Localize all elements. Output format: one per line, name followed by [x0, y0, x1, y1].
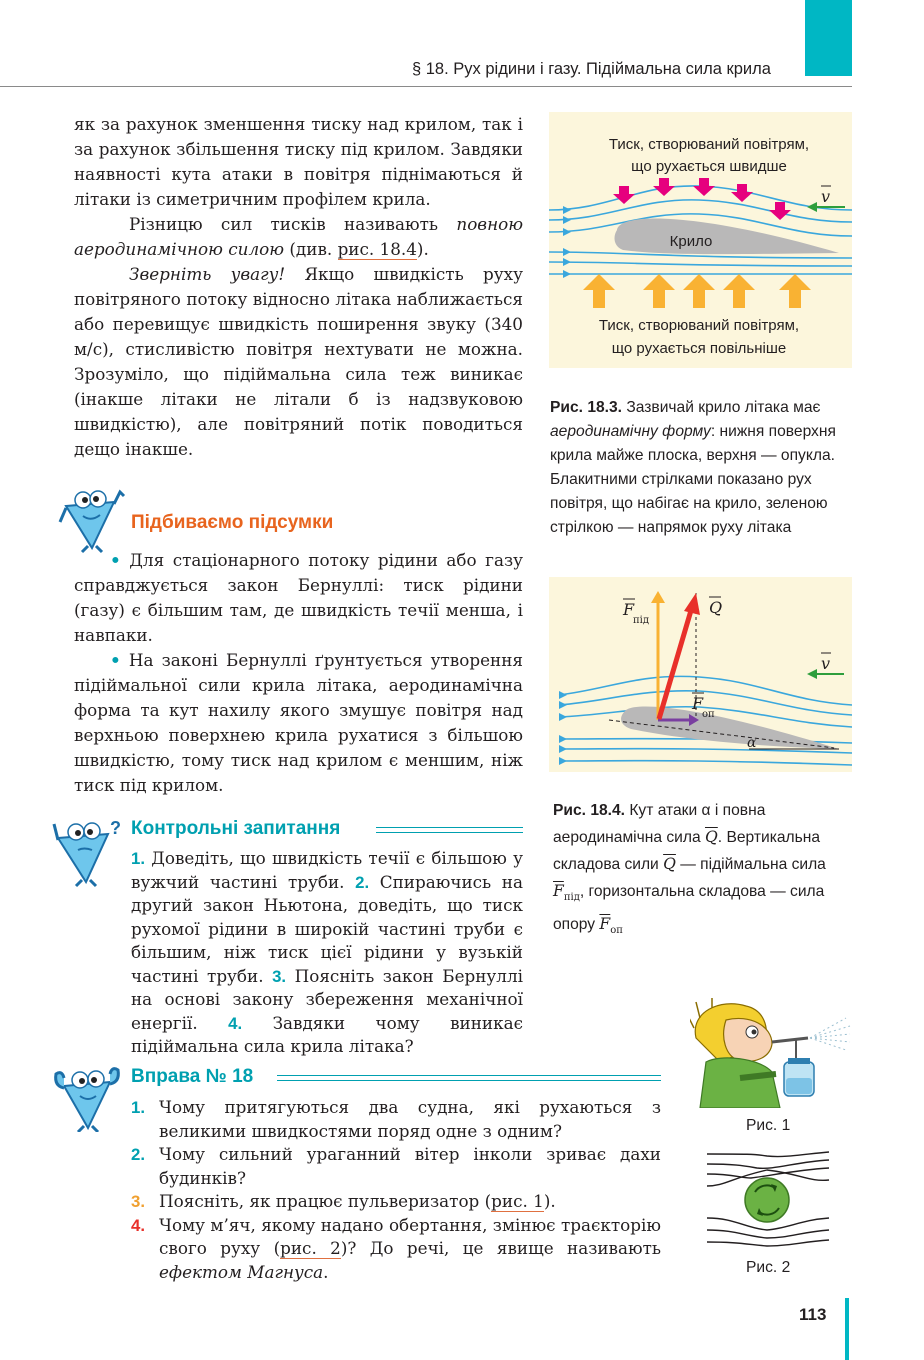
drag-force-subscript: оп — [702, 709, 715, 720]
summary-text — [74, 548, 523, 798]
questions-text — [131, 847, 523, 1059]
figure-18-4-caption: Рис. 18.4. Кут атаки α і повна аеродинамічна сила $\overline{Q}$. Вертикальна складова сили $\overline{Q}$ — підіймальна сила $\overline{F}_{під}$, горизонтальна складова — сила опору $\overline{F}_{оп}$ — [553, 802, 826, 937]
lift-force-label: F — [623, 600, 635, 619]
bullet-dot: • — [110, 550, 121, 570]
exercise-item-2: 2. Чому сильний ураганний вітер інколи зриває дахи будинків? — [131, 1144, 661, 1188]
top-pressure-label-1: Тиск, створюваний повітрям, — [608, 136, 810, 153]
figure-18-3-caption: Рис. 18.3. Зазвичай крило літака має аеродинамічну форму: нижня поверхня крила майже плоска, верхня — опукла. Блакитними стрілками показано рух повітря, що набігає на крило, зеленою стрілкою — напрямок руху літака — [550, 399, 836, 536]
exercise-item-4: 4. Чому м’яч, якому надано обертання, змінює траєкторію свого руху (рис. 2)? До речі, це явище називають ефектом Магнуса. — [131, 1214, 662, 1282]
bullet-dot: • — [110, 650, 121, 670]
exercise-title: Вправа № 18 — [131, 1066, 254, 1087]
intro-paragraph-1: як за рахунок зменшення тиску над крилом, так і за рахунок збільшення тиску під крилом. Завдяки наявності кута атаки в повітря піднімаються й літаки із симетричним профілем крила. — [74, 114, 523, 209]
drag-force-label: F — [692, 694, 704, 713]
svg-text:?: ? — [110, 818, 121, 838]
mascot-thumbs-up-icon — [58, 488, 126, 554]
top-pressure-label-2: що рухається швидше — [631, 158, 787, 175]
wing-pressure-diagram — [549, 112, 852, 368]
summary-title: Підбиваємо підсумки — [131, 512, 334, 533]
exercise-list — [131, 1096, 661, 1284]
intro-text — [74, 112, 523, 462]
velocity-label: v — [821, 654, 831, 673]
figure-18-4-panel — [549, 577, 852, 772]
wing-label: Крило — [669, 233, 713, 250]
figure-1-sprayer-illustration — [690, 998, 852, 1108]
questions-title-rule — [376, 827, 523, 833]
angle-of-attack-label: α — [747, 735, 757, 751]
page-number: 113 — [799, 1305, 827, 1324]
figure-18-3-panel — [549, 112, 852, 368]
bottom-pressure-label-1: Тиск, створюваний повітрям, — [598, 317, 800, 334]
intro-paragraph-3: Зверніть увагу! Якщо швидкість руху повітряного потоку відносно літака наближається або перевищує швидкість поширення звуку (340 м/с), стисливістю повітря нехтувати не можна. Зрозуміло, що підіймальна сила теж виникає (інакше літаки не літали б із надзвуковою швидкістю), але повітряний потік поводиться дещо інакше. — [74, 264, 523, 459]
running-header: § 18. Рух рідини і газу. Підіймальна сила крила — [412, 60, 771, 78]
figure-2-caption: Рис. 2 — [746, 1259, 791, 1276]
figure-1-link[interactable]: рис. 1 — [491, 1191, 544, 1211]
questions-title: Контрольні запитання — [131, 818, 341, 839]
chapter-corner-tab — [805, 0, 852, 76]
exercise-title-rule — [277, 1075, 661, 1081]
intro-paragraph-2: Різницю сил тисків називають повною аеродинамічною силою (див. рис. 18.4). — [74, 214, 523, 259]
summary-bullet-1: • Для стаціонарного потоку рідини або газу справджується закон Бернуллі: тиск рідини (газу) є більшим там, де швидкість течії менша, і навпаки. — [74, 550, 523, 645]
mascot-strong-icon — [50, 1066, 126, 1132]
total-force-label: Q — [709, 598, 723, 617]
figure-2-link[interactable]: рис. 2 — [280, 1238, 341, 1258]
mascot-thinking-icon — [50, 818, 126, 888]
questions-paragraph: 1. Доведіть, що швидкість течії є більшою у вужчий частині труби. 2. Спираючись на другий закон Ньютона, доведіть, що тиск рухомої рідини в широкій частині труби є більшим, ніж тиск цієї рідини у вузькій частині труби. 3. Поясніть закон Бернуллі на основі закону збереження механічної енергії. 4. Завдяки чому виникає підіймальна сила крила літака? — [131, 848, 523, 1056]
figure-1-caption: Рис. 1 — [746, 1117, 791, 1134]
figure-2-magnus-illustration — [705, 1148, 830, 1248]
lift-force-subscript: під — [633, 615, 650, 626]
header-rule — [0, 86, 852, 87]
figure-18-4-link[interactable]: рис. 18.4 — [337, 239, 417, 259]
exercise-item-1: 1. Чому притягуються два судна, які рухаються з великими швидкостями поряд одне з одним? — [131, 1097, 661, 1141]
velocity-label: v — [821, 187, 831, 206]
aerodynamic-force-diagram — [549, 577, 852, 772]
bottom-pressure-label-2: що рухається повільніше — [611, 340, 787, 357]
exercise-item-3: 3. Поясніть, як працює пульверизатор (рис. 1). — [131, 1191, 556, 1211]
page-edge-bar — [845, 1298, 849, 1360]
summary-bullet-2: • На законі Бернуллі ґрунтується утворення підіймальної сили крила літака, аеродинамічна форма та кут нахилу якого змушує повітря над верхньою поверхнею крила рухатися з більшою швидкістю, тому тиск над крилом є меншим, ніж тиск під крилом. — [74, 650, 523, 795]
